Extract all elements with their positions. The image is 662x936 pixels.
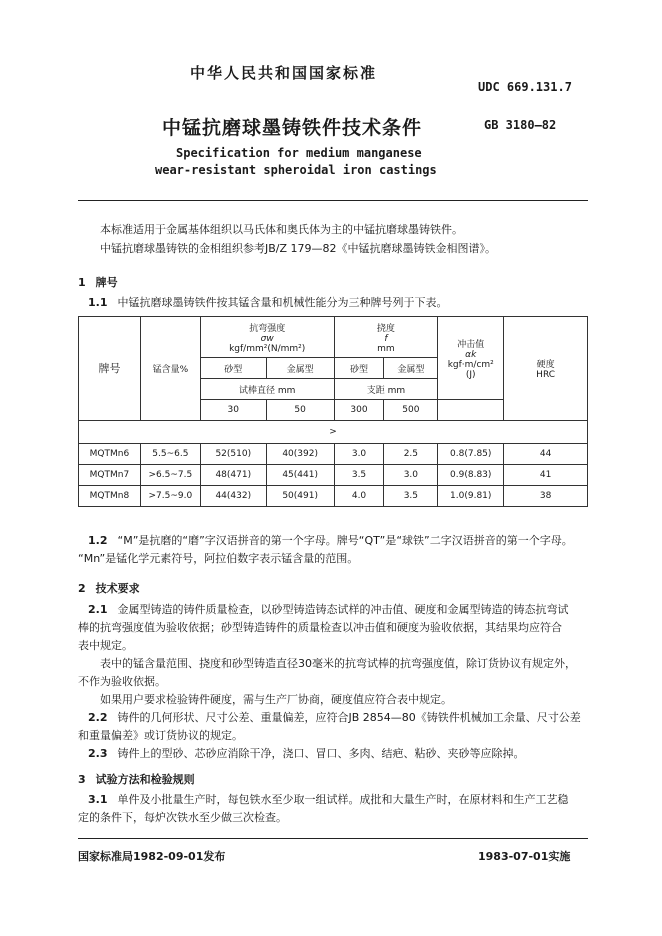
section-number: 1 [78,276,86,289]
para-2-1c: 如果用户要求检验铸件硬度，需与生产厂协商，硬度值应符合表中规定。 [100,693,452,706]
cell: 41 [504,465,588,486]
table-row [79,486,588,507]
cell: 52(510) [200,444,266,465]
cell: 40(392) [266,444,334,465]
bend-symbol: σw [260,333,274,344]
defl-label: 挠度 [376,323,395,334]
clause-text: 铸件的几何形状、尺寸公差、重量偏差，应符合JB 2854—80《铸铁件机械加工余量、尺寸公差 [117,711,581,724]
sub-diameter: 试棒直径 mm [200,379,334,400]
val-30: 30 [200,400,266,421]
cell: MQTMn7 [79,465,141,486]
impact-symbol: αk [465,349,477,360]
para-1-2-line1 [88,532,573,549]
impact-unit: kgf·m/cm² [447,359,494,370]
section3-heading [78,771,195,787]
para-2-1b-line2: 不作为验收依据。 [78,675,166,688]
col-mn-header [140,317,200,421]
sub-metal: 金属型 [266,358,334,379]
para-1-2-line2: “Mn”是锰化学元素符号，阿拉伯数字表示锰含量的范围。 [78,552,359,565]
clause-text: 单件及小批量生产时，每包铁水至少取一组试样。成批和大量生产时，在原材料和生产工艺稳 [117,793,569,806]
para-2-1-line2: 棒的抗弯强度值为验收依据；砂型铸造铸件的质量检查以冲击值和硬度为验收依据，其结果均应符合 [78,621,562,634]
bend-unit: kgf/mm²(N/mm²) [229,343,306,354]
english-title-line2: wear-resistant spheroidal iron castings [155,163,437,177]
clause-number: 1.1 [88,296,108,309]
sub-span: 支距 mm [334,379,438,400]
empty-impact-cell [438,400,504,421]
cell: 48(471) [200,465,266,486]
cell: MQTMn8 [79,486,141,507]
mn-label: 锰含量% [152,365,189,375]
clause-number: 2.1 [88,603,108,616]
clause-number: 2.3 [88,747,108,760]
clause-text: 铸件上的型砂、芯砂应消除干净，浇口、冒口、多肉、结疤、粘砂、夹砂等应除掉。 [117,747,525,760]
intro-line1: 本标准适用于金属基体组织以马氏体和奥氏体为主的中锰抗磨球墨铸铁件。 [100,223,463,236]
min-indicator-row [79,421,588,444]
cell: 1.0(9.81) [438,486,504,507]
val-500: 500 [384,400,438,421]
issue-date: 国家标准局1982-09-01发布 [78,850,226,863]
cell: >7.5~9.0 [140,486,200,507]
hard-label: 硬度 [536,360,555,370]
para-2-1-line3: 表中规定。 [78,639,133,652]
sub-sand: 砂型 [200,358,266,379]
defl-symbol: f [384,333,388,344]
cell: 44 [504,444,588,465]
para-3-1-line2: 定的条件下，每炉次铁水至少做三次检查。 [78,811,287,824]
cell: 4.0 [334,486,384,507]
col-hard-header [504,317,588,421]
val-300: 300 [334,400,384,421]
clause-number: 1.2 [88,534,108,547]
table-row [79,465,588,486]
col-defl-header [334,317,438,358]
standard-country-heading: 中华人民共和国国家标准 [190,64,378,82]
cell: MQTMn6 [79,444,141,465]
col-grade-header [79,317,141,421]
cell: 45(441) [266,465,334,486]
cell: 0.9(8.83) [438,465,504,486]
col-bend-header [200,317,334,358]
section-title: 试验方法和检验规则 [95,773,195,786]
col-impact-header [438,317,504,400]
gb-code: GB 3180—82 [484,118,557,132]
section-title: 技术要求 [95,582,140,595]
para-2-2-line2: 和重量偏差》或订货协议的规定。 [78,729,243,742]
sub-sand2: 砂型 [334,358,384,379]
sub-metal2: 金属型 [384,358,438,379]
para-1-1 [88,294,448,311]
impact-label: 冲击值 [457,339,485,350]
udc-code: UDC 669.131.7 [478,80,572,94]
cell: 44(432) [200,486,266,507]
hard-unit: HRC [536,370,556,380]
section-number: 2 [78,582,86,595]
clause-text: 中锰抗磨球墨铸铁件按其锰含量和机械性能分为三种牌号列于下表。 [117,296,448,309]
english-title-line1: Specification for medium manganese [176,146,422,160]
clause-number: 2.2 [88,711,108,724]
grade-table [78,316,588,507]
defl-unit: mm [377,343,395,354]
cell: 50(491) [266,486,334,507]
val-50: 50 [266,400,334,421]
para-3-1-line1 [88,791,569,808]
clause-number: 3.1 [88,793,108,806]
cell: 3.0 [334,444,384,465]
section-title: 牌号 [95,276,118,289]
para-2-1b-line1: 表中的锰含量范围、挠度和砂型铸造直径30毫米的抗弯试棒的抗弯强度值，除订货协议有规定外， [100,657,576,670]
cell: 2.5 [384,444,438,465]
para-2-1-line1 [88,601,569,618]
para-2-3 [88,745,525,762]
section1-heading [78,274,118,290]
cell: 3.0 [384,465,438,486]
footer-rule [78,838,588,839]
impact-unit-j: (J) [465,369,476,380]
header-rule [78,200,588,201]
greater-sign: > [329,427,337,437]
cell: 0.8(7.85) [438,444,504,465]
document-title: 中锰抗磨球墨铸铁件技术条件 [162,117,423,139]
section2-heading [78,580,140,596]
bend-label: 抗弯强度 [249,323,286,334]
cell: 3.5 [334,465,384,486]
cell: >6.5~7.5 [140,465,200,486]
table-row [79,444,588,465]
grade-label: 牌号 [98,361,121,375]
clause-text: 金属型铸造的铸件质量检查，以砂型铸造铸态试样的冲击值、硬度和金属型铸造的铸态抗弯试 [117,603,569,616]
para-2-2-line1 [88,709,581,726]
cell: 5.5~6.5 [140,444,200,465]
cell: 3.5 [384,486,438,507]
clause-text: “M”是抗磨的“磨”字汉语拼音的第一个字母。牌号“QT”是“球铁”二字汉语拼音的第一个字母。 [117,534,573,547]
intro-line2: 中锰抗磨球墨铸铁的金相组织参考JB/Z 179—82《中锰抗磨球墨铸铁金相图谱》。 [100,242,497,255]
effective-date: 1983-07-01实施 [478,850,571,863]
cell: 38 [504,486,588,507]
section-number: 3 [78,773,86,786]
